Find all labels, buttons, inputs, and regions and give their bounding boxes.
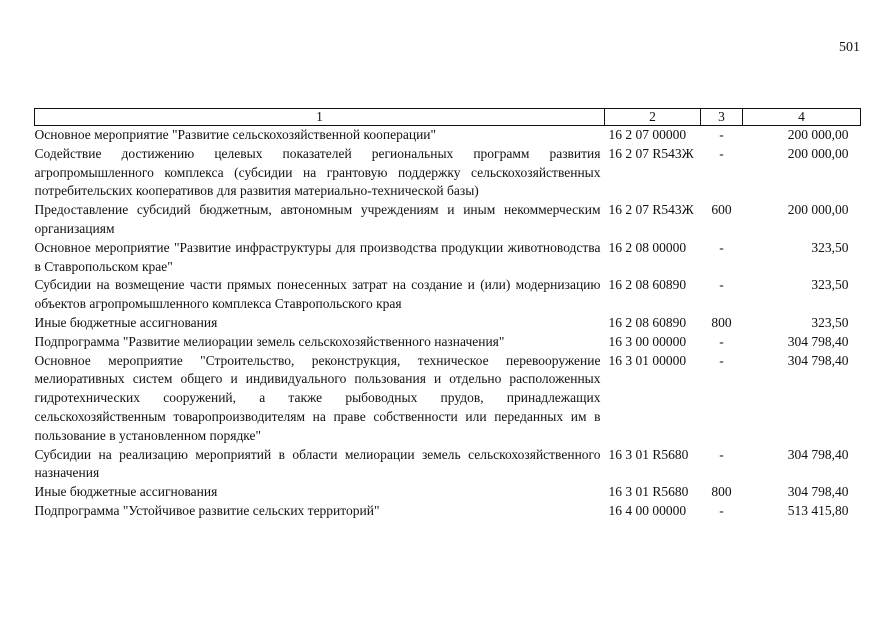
row-expense-type: -	[719, 352, 724, 368]
row-expense-type: 800	[711, 484, 732, 500]
header-col-2: 2	[605, 109, 701, 126]
row-code: 16 2 07 R543Ж	[608, 145, 694, 161]
row-expense-type: -	[719, 333, 724, 349]
row-code: 16 3 00 00000	[608, 333, 687, 349]
row-amount: 513 415,80	[787, 502, 849, 518]
row-code: 16 2 08 60890	[608, 314, 687, 330]
table-row	[35, 239, 861, 277]
row-expense-type: -	[719, 502, 724, 518]
row-description: Основное мероприятие "Развитие инфраструктуры для производства продукции животноводства в Ставропольском крае"	[34, 239, 601, 274]
row-amount: 323,50	[811, 314, 849, 330]
row-amount: 323,50	[811, 277, 849, 293]
row-expense-type: -	[719, 239, 724, 255]
row-expense-type: -	[719, 277, 724, 293]
table-row	[35, 276, 861, 314]
table-row	[35, 126, 861, 145]
row-description: Содействие достижению целевых показателей региональных программ развития агропромышленного комплекса (субсидии на грантовую поддержку сельскохозяйственных потребительских кооперативов для развития материально-технической базы)	[34, 145, 601, 199]
table-row	[35, 145, 861, 201]
header-col-3: 3	[701, 109, 743, 126]
table-row	[35, 502, 861, 521]
row-amount: 304 798,40	[787, 333, 849, 349]
row-description: Иные бюджетные ассигнования	[34, 484, 218, 500]
row-amount: 200 000,00	[787, 127, 849, 142]
row-amount: 200 000,00	[787, 202, 849, 218]
row-expense-type: -	[719, 127, 724, 142]
row-code: 16 2 07 R543Ж	[608, 202, 694, 218]
row-code: 16 2 07 00000	[608, 127, 687, 142]
row-code: 16 3 01 00000	[608, 352, 687, 368]
row-amount: 304 798,40	[787, 352, 849, 368]
row-description: Подпрограмма "Устойчивое развитие сельских территорий"	[34, 502, 380, 518]
row-description: Субсидии на возмещение части прямых понесенных затрат на создание и (или) модернизацию объектов агропромышленного комплекса Ставропольского края	[34, 277, 601, 312]
table-body	[35, 126, 861, 521]
row-code: 16 2 08 00000	[608, 239, 687, 255]
row-code: 16 2 08 60890	[608, 277, 687, 293]
header-col-1: 1	[35, 109, 605, 126]
table-row	[35, 333, 861, 352]
row-code: 16 3 01 R5680	[608, 484, 689, 500]
row-description: Подпрограмма "Развитие мелиорации земель сельскохозяйственного назначения"	[34, 333, 505, 349]
table-header	[35, 109, 861, 126]
row-amount: 200 000,00	[787, 145, 849, 161]
row-description: Основное мероприятие "Развитие сельскохозяйственной кооперации"	[34, 127, 437, 142]
row-code: 16 4 00 00000	[608, 502, 687, 518]
row-code: 16 3 01 R5680	[608, 446, 689, 462]
row-expense-type: 600	[711, 202, 732, 218]
budget-table	[34, 108, 861, 521]
row-description: Основное мероприятие "Строительство, реконструкция, техническое перевооружение мелиоративных систем общего и индивидуального пользования и отдельно расположенных гидротехнических сооружений, а также рыбоводных прудов, принадлежащих сельскохозяйственным товаропроизводителям на праве собственности или переданных им в пользование в установленном порядке"	[34, 352, 601, 443]
row-amount: 304 798,40	[787, 484, 849, 500]
header-row	[35, 109, 861, 126]
row-description: Предоставление субсидий бюджетным, автономным учреждениям и иным некоммерческим организациям	[34, 202, 601, 236]
table-row	[35, 446, 861, 484]
row-expense-type: 800	[711, 314, 732, 330]
row-amount: 304 798,40	[787, 446, 849, 462]
table-row	[35, 201, 861, 239]
header-col-4: 4	[743, 109, 861, 126]
row-expense-type: -	[719, 446, 724, 462]
table-row	[35, 352, 861, 446]
row-description: Субсидии на реализацию мероприятий в области мелиорации земель сельскохозяйственного назначения	[34, 446, 601, 481]
row-amount: 323,50	[811, 239, 849, 255]
row-description: Иные бюджетные ассигнования	[34, 314, 218, 330]
row-expense-type: -	[719, 145, 724, 161]
table-row	[35, 314, 861, 333]
table-row	[35, 483, 861, 502]
page-number: 501	[839, 40, 860, 55]
